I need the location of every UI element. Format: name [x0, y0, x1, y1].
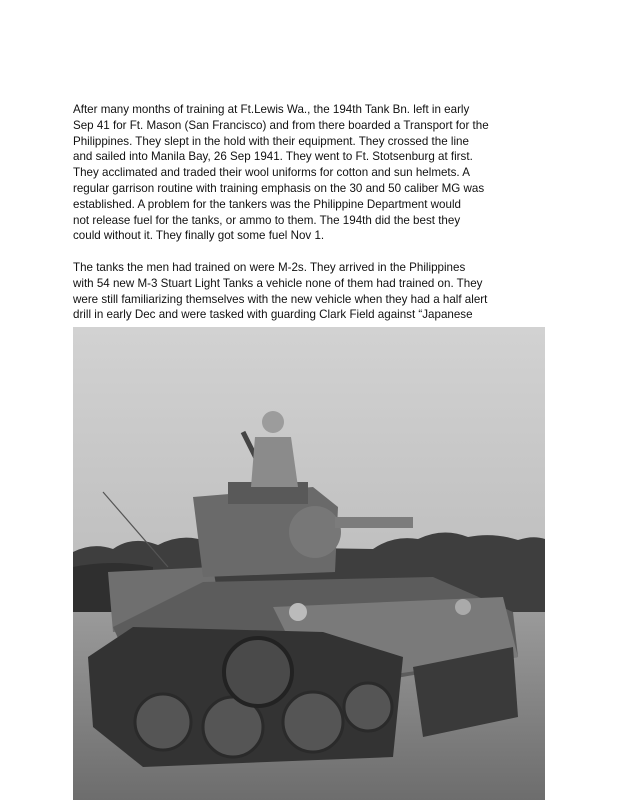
gun-barrel [335, 517, 413, 528]
headlight-left [289, 603, 307, 621]
paragraph-2 [73, 260, 551, 323]
text-line: established. A problem for the tankers was the Philippine Department would [73, 197, 461, 211]
text-line: Sep 41 for Ft. Mason (San Francisco) and from there boarded a Transport for the [73, 118, 489, 132]
soldier-body [251, 437, 298, 487]
text-line: with 54 new M-3 Stuart Light Tanks a vehicle none of them had trained on. They [73, 276, 483, 290]
text-line: could without it. They finally got some fuel Nov 1. [73, 229, 325, 243]
text-line: After many months of training at Ft.Lewis Wa., the 194th Tank Bn. left in early [73, 103, 470, 116]
paragraph-1 [73, 102, 551, 244]
drive-sprocket [224, 638, 292, 706]
soldier-head [262, 411, 284, 433]
text-line: drill in early Dec and were tasked with guarding Clark Field against “Japanese [73, 308, 473, 322]
text-line: not release fuel for the tanks, or ammo to them. The 194th did the best they [73, 213, 461, 227]
text-line: The tanks the men had trained on were M-2s. They arrived in the Philippines [73, 260, 466, 274]
text-line: were still familiarizing themselves with the new vehicle when they had a half alert [73, 292, 488, 306]
text-line: and sailed into Manila Bay, 26 Sep 1941. They went to Ft. Stotsenburg at first. [73, 150, 473, 164]
tank-photograph [73, 327, 545, 800]
gun-mantlet [289, 506, 341, 558]
text-line: Philippines. They slept in the hold with their equipment. They crossed the line [73, 134, 469, 148]
text-line: regular garrison routine with training emphasis on the 30 and 50 caliber MG was [73, 181, 485, 195]
text-line: They acclimated and traded their wool uniforms for cotton and sun helmets. A [73, 166, 470, 180]
headlight-right [455, 599, 471, 615]
body-text [73, 102, 551, 323]
tank-photo-illustration [73, 327, 545, 800]
